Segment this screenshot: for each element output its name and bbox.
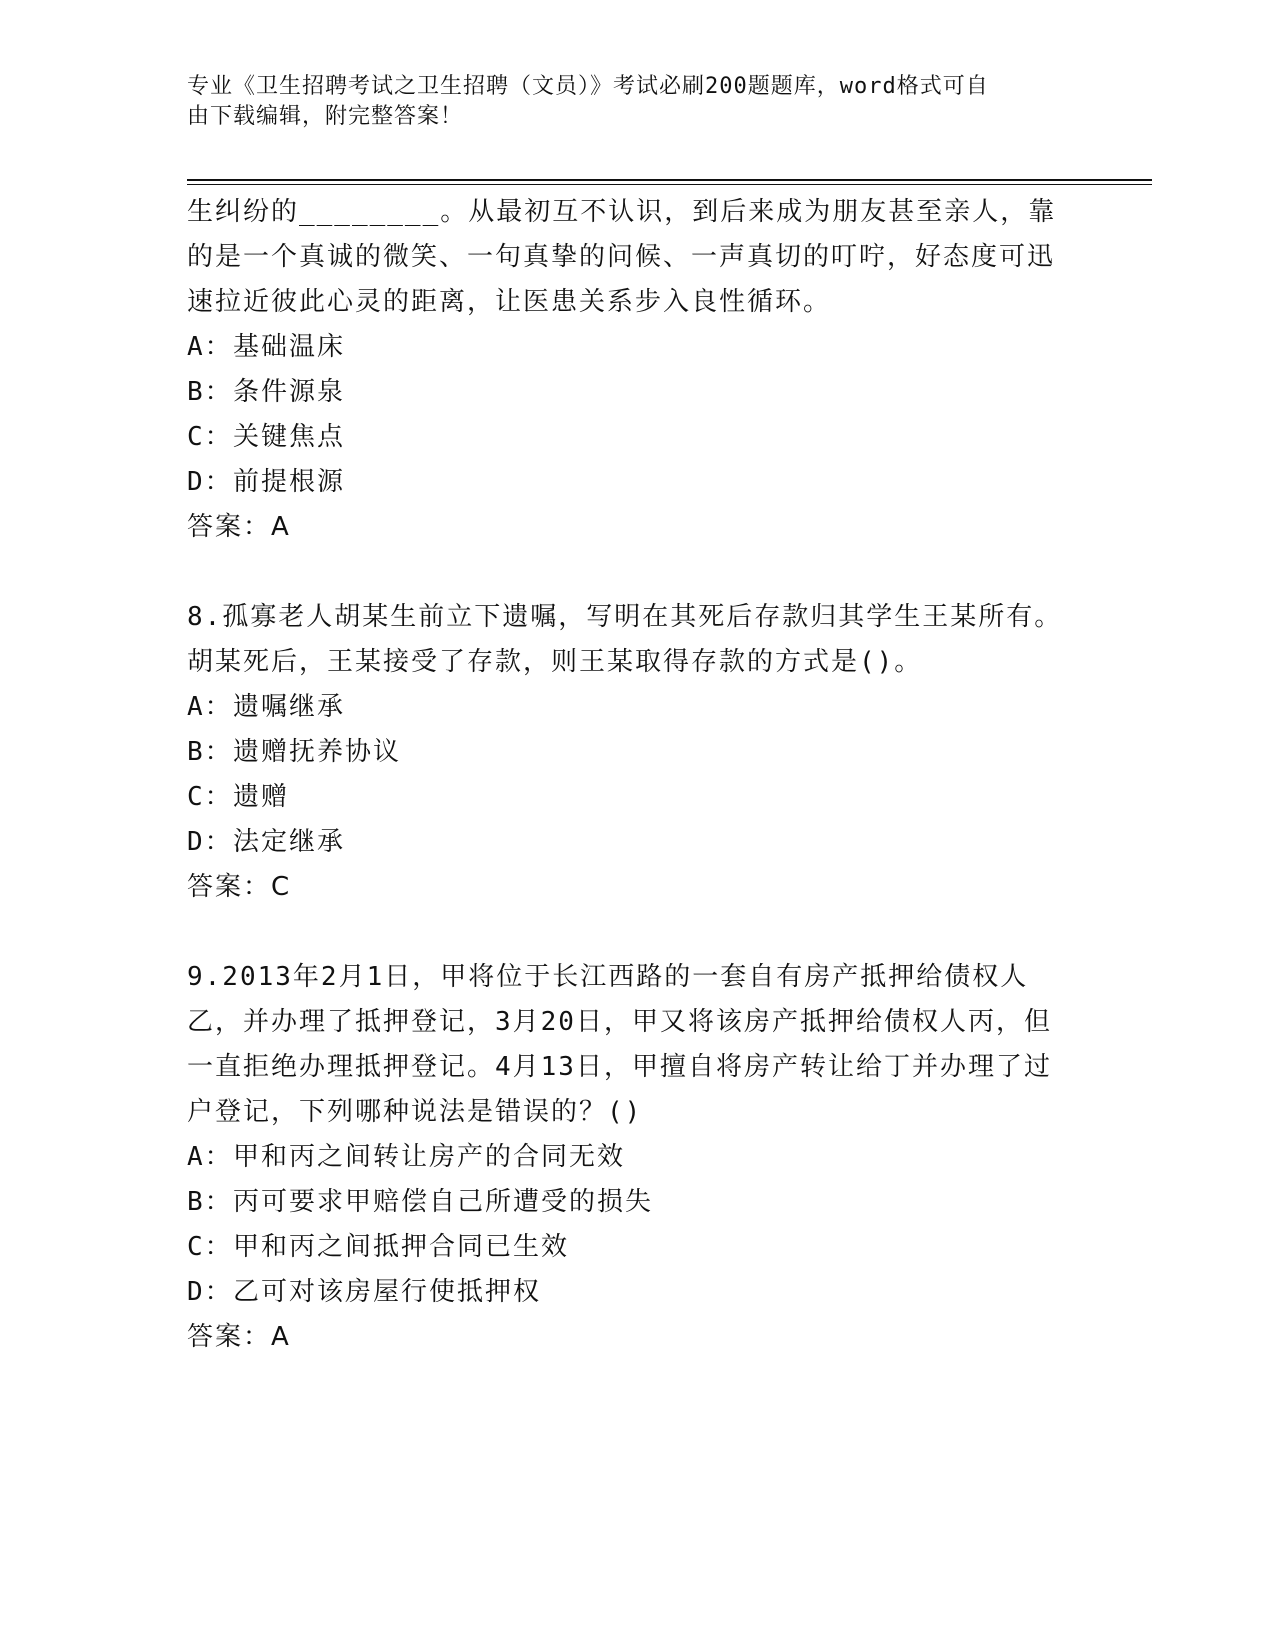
option-c [187,775,1067,820]
option-text: 遗赠 [233,782,290,812]
option-key: B： [187,737,233,767]
option-b [187,730,1067,775]
answer-line: 答案：A [187,1322,291,1352]
option-text: 关键焦点 [233,422,346,452]
option-text: 丙可要求甲赔偿自己所遭受的损失 [233,1187,654,1217]
option-a [187,1135,1067,1180]
option-d [187,460,1067,505]
question-block [187,595,1067,910]
document-header [187,72,1067,132]
option-key: D： [187,827,233,857]
option-key: C： [187,782,233,812]
option-d [187,820,1067,865]
option-d [187,1270,1067,1315]
question-stem: 生纠纷的________。从最初互不认识，到后来成为朋友甚至亲人，靠的是一个真诚的微笑、一句真挚的问候、一声真切的叮咛，好态度可迅速拉近彼此心灵的距离，让医患关系步入良性循环。 [187,197,1057,317]
option-key: C： [187,422,233,452]
spacer [187,550,1067,595]
option-text: 甲和丙之间抵押合同已生效 [233,1232,570,1262]
option-text: 前提根源 [233,467,346,497]
header-rule-thick [187,179,1152,181]
option-text: 遗赠抚养协议 [233,737,402,767]
answer-line: 答案：A [187,512,291,542]
option-key: D： [187,467,233,497]
spacer [187,910,1067,955]
option-key: A： [187,692,233,722]
option-key: B： [187,377,233,407]
option-text: 甲和丙之间转让房产的合同无效 [233,1142,626,1172]
header-rule-thin [187,184,1152,185]
option-key: B： [187,1187,233,1217]
option-b [187,370,1067,415]
option-key: C： [187,1232,233,1262]
option-key: A： [187,1142,233,1172]
question-block [187,955,1067,1360]
option-key: D： [187,1277,233,1307]
answer-line: 答案：C [187,872,292,902]
option-key: A： [187,332,233,362]
option-text: 遗嘱继承 [233,692,346,722]
option-a [187,325,1067,370]
option-text: 法定继承 [233,827,346,857]
option-c [187,415,1067,460]
option-b [187,1180,1067,1225]
header-line-1: 专业《卫生招聘考试之卫生招聘（文员）》考试必刷200题题库，word格式可自 [187,74,989,99]
option-c [187,1225,1067,1270]
option-text: 乙可对该房屋行使抵押权 [233,1277,542,1307]
question-stem: 8.孤寡老人胡某生前立下遗嘱，写明在其死后存款归其学生王某所有。胡某死后，王某接受了存款，则王某取得存款的方式是()。 [187,602,1063,677]
question-list [187,190,1067,1360]
option-a [187,685,1067,730]
header-line-2: 由下载编辑，附完整答案！ [187,104,464,129]
option-text: 条件源泉 [233,377,346,407]
question-stem: 9.2013年2月1日，甲将位于长江西路的一套自有房产抵押给债权人乙，并办理了抵押登记，3月20日，甲又将该房产抵押给债权人丙，但一直拒绝办理抵押登记。4月13日，甲擅自将房产转让给丁并办理了过户登记，下列哪种说法是错误的？() [187,962,1052,1127]
question-block [187,190,1067,550]
option-text: 基础温床 [233,332,346,362]
